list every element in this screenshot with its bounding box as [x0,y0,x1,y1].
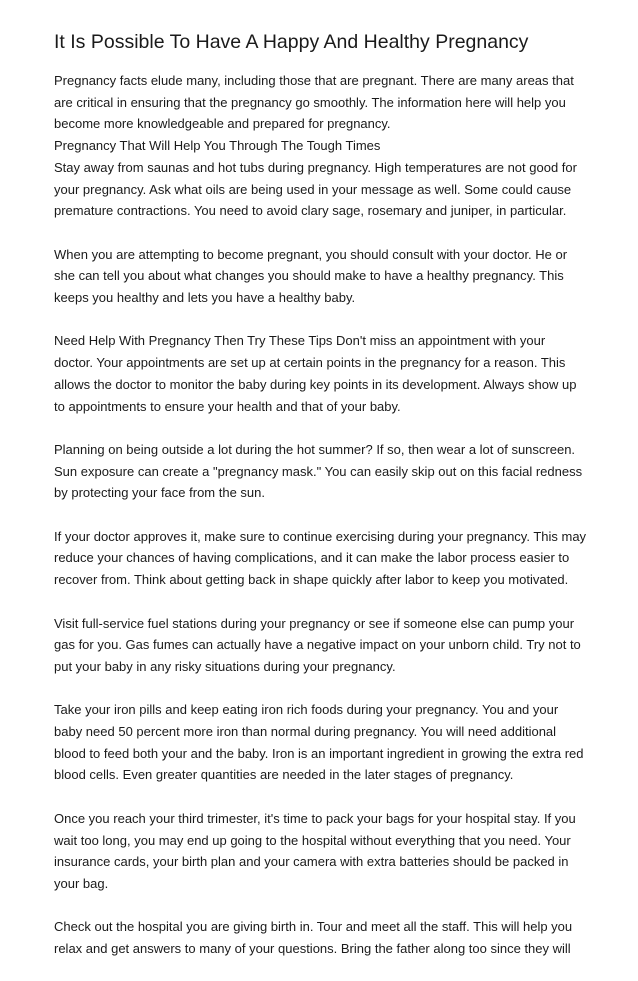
paragraph: Pregnancy facts elude many, including those that are pregnant. There are many areas that are critical in ensuring that the pregnancy go smoothly. The information here will help you become more knowledgeable and prepared for pregnancy. Pregnancy That Will Help You Through The Tough Times Stay away from saunas and hot tubs during pregnancy. High temperatures are not good for your pregnancy. Ask what oils are being used in your message as well. Some could cause premature contractions. You need to avoid clary sage, rosemary and juniper, in particular. [54,73,577,219]
paragraph: Check out the hospital you are giving birth in. Tour and meet all the staff. This will help you relax and get answers to many of your questions. Bring the father along too since they will [54,919,573,956]
document-title: It Is Possible To Have A Happy And Healthy Pregnancy [54,31,529,53]
paragraph: Once you reach your third trimester, it's time to pack your bags for your hospital stay. If you wait too long, you may end up going to the hospital without everything that you need. Your insurance cards, your birth plan and your camera with extra batteries should be packed in your bag. [54,810,576,891]
document-page [54,30,594,981]
paragraph: Take your iron pills and keep eating iron rich foods during your pregnancy. You and your baby need 50 percent more iron than normal during pregnancy. You will need additional blood to feed both your and the baby. Iron is an important ingredient in growing the extra red blood cells. Even greater quantities are needed in the later stages of pregnancy. [54,702,584,783]
paragraph: Planning on being outside a lot during the hot summer? If so, then wear a lot of sunscreen. Sun exposure can create a "pregnancy mask." You can easily skip out on this facial redness by protecting your face from the sun. [54,441,583,501]
paragraph: When you are attempting to become pregnant, you should consult with your doctor. He or she can tell you about what changes you should make to have a healthy pregnancy. This keeps you healthy and lets you have a healthy baby. [54,246,568,306]
paragraph: Visit full-service fuel stations during your pregnancy or see if someone else can pump your gas for you. Gas fumes can actually have a negative impact on your unborn child. Try not to put your baby in any risky situations during your pregnancy. [54,615,581,674]
paragraph: Need Help With Pregnancy Then Try These Tips Don't miss an appointment with your doctor. Your appointments are set up at certain points in the pregnancy for a reason. This allows the doctor to monitor the baby during key points in its development. Always show up to appointments to ensure your health and that of your baby. [54,333,577,414]
paragraph: If your doctor approves it, make sure to continue exercising during your pregnancy. This may reduce your chances of having complications, and it can make the labor process easier to recover from. Think about getting back in shape quickly after labor to keep you motivated. [54,528,587,588]
